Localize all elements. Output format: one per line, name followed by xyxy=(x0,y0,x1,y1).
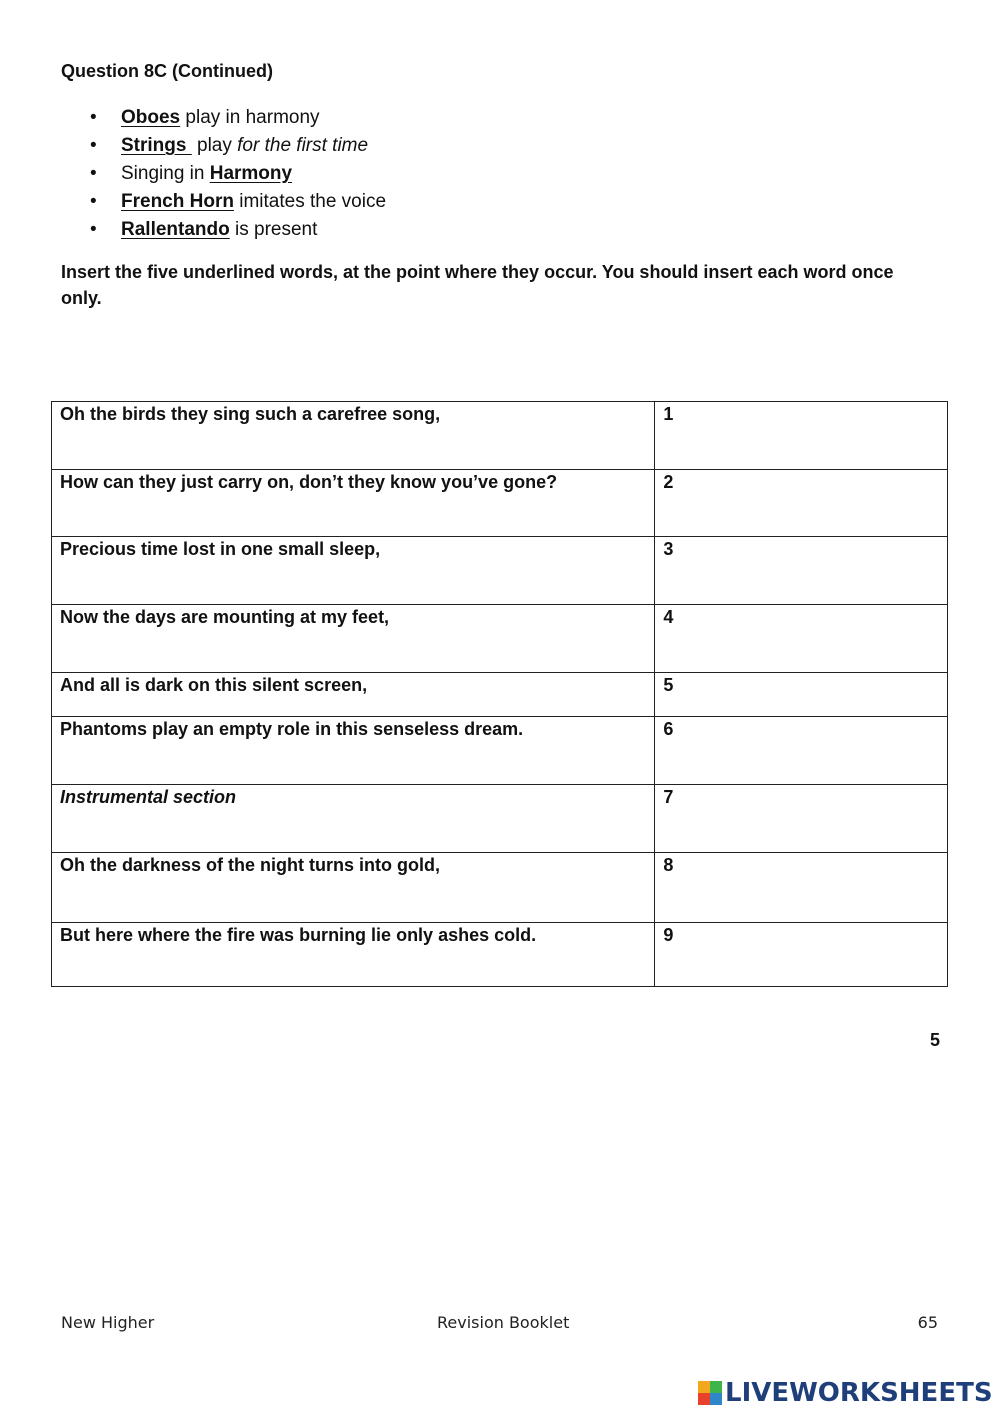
footer-course: New Higher xyxy=(61,1313,155,1332)
footer-page-number: 65 xyxy=(917,1313,938,1332)
bullet-text: play in harmony xyxy=(180,107,320,128)
bullet-item-french-horn xyxy=(90,188,386,216)
underlined-word: Strings xyxy=(121,135,192,156)
answer-cell[interactable]: 5 xyxy=(655,673,948,717)
lyric-cell: Instrumental section xyxy=(52,785,655,853)
table-row xyxy=(52,605,948,673)
answer-cell[interactable]: 4 xyxy=(655,605,948,673)
table-row xyxy=(52,537,948,605)
instrument-bullet-list xyxy=(90,104,386,244)
answer-cell[interactable]: 6 xyxy=(655,717,948,785)
underlined-word: Harmony xyxy=(209,163,293,184)
underlined-word: Oboes xyxy=(121,107,181,128)
lyric-cell: And all is dark on this silent screen, xyxy=(52,673,655,717)
lyric-cell: Oh the birds they sing such a carefree song, xyxy=(52,402,655,470)
lyric-cell: But here where the fire was burning lie only ashes cold. xyxy=(52,923,655,987)
lyric-cell: How can they just carry on, don’t they know you’ve gone? xyxy=(52,470,655,537)
lyric-cell: Oh the darkness of the night turns into gold, xyxy=(52,853,655,923)
bullet-item-harmony xyxy=(90,160,386,188)
lyrics-table xyxy=(51,401,948,987)
lyric-cell: Phantoms play an empty role in this senseless dream. xyxy=(52,717,655,785)
lyric-cell: Precious time lost in one small sleep, xyxy=(52,537,655,605)
table-row xyxy=(52,673,948,717)
question-title: Question 8C (Continued) xyxy=(61,61,273,81)
liveworksheets-watermark xyxy=(698,1378,993,1408)
footer-booklet: Revision Booklet xyxy=(437,1313,570,1332)
bullet-text: Singing in xyxy=(121,163,210,184)
table-row xyxy=(52,717,948,785)
bullet-text: is present xyxy=(229,219,318,240)
bullet-item-strings xyxy=(90,132,386,160)
marks-total: 5 xyxy=(929,1030,940,1050)
table-row xyxy=(52,785,948,853)
watermark-text: LIVEWORKSHEETS xyxy=(725,1378,993,1408)
table-row xyxy=(52,923,948,987)
bullet-text: play xyxy=(191,135,238,156)
table-row xyxy=(52,402,948,470)
table-row xyxy=(52,853,948,923)
bullet-item-rallentando xyxy=(90,216,386,244)
bullet-icon: • xyxy=(90,107,97,128)
lyric-cell: Now the days are mounting at my feet, xyxy=(52,605,655,673)
bullet-icon: • xyxy=(90,163,97,184)
underlined-word: Rallentando xyxy=(121,219,230,240)
answer-cell[interactable]: 1 xyxy=(655,402,948,470)
bullet-icon: • xyxy=(90,135,97,156)
liveworksheets-logo-icon xyxy=(698,1381,722,1405)
bullet-icon: • xyxy=(90,191,97,212)
bullet-icon: • xyxy=(90,219,97,240)
bullet-text: imitates the voice xyxy=(233,191,387,212)
answer-cell[interactable]: 9 xyxy=(655,923,948,987)
bullet-italic-text: for the first time xyxy=(237,135,369,156)
bullet-item-oboes xyxy=(90,104,386,132)
instructions-text: Insert the five underlined words, at the point where they occur. You should insert each word once only. xyxy=(61,262,894,308)
answer-cell[interactable]: 2 xyxy=(655,470,948,537)
answer-cell[interactable]: 7 xyxy=(655,785,948,853)
table-row xyxy=(52,470,948,537)
answer-cell[interactable]: 8 xyxy=(655,853,948,923)
underlined-word: French Horn xyxy=(121,191,234,212)
answer-cell[interactable]: 3 xyxy=(655,537,948,605)
